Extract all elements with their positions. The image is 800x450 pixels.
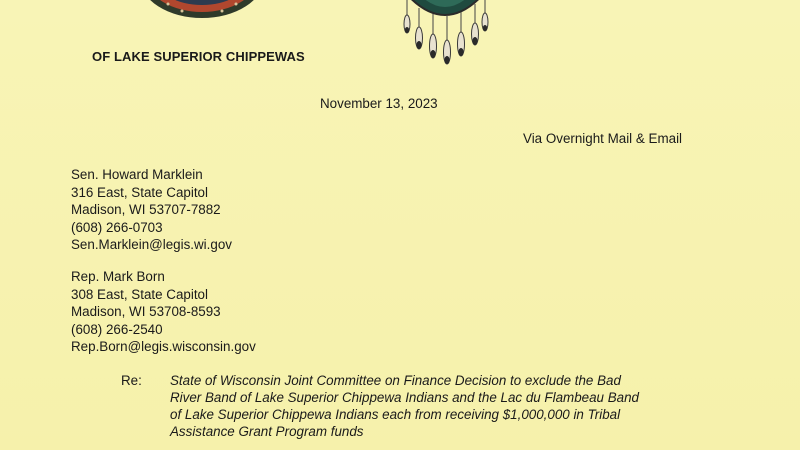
- recipient-address-block: [71, 268, 256, 356]
- recipient-email: Sen.Marklein@legis.wi.gov: [71, 237, 232, 252]
- recipient-office: 308 East, State Capitol: [71, 286, 208, 302]
- recipient-name: Rep. Mark Born: [71, 269, 165, 284]
- subject-text: [170, 372, 710, 440]
- dreamcatcher-feathers-icon: [395, 0, 495, 70]
- subject-line: Assistance Grant Program funds: [170, 424, 364, 439]
- recipient-email: Rep.Born@legis.wisconsin.gov: [71, 339, 256, 354]
- subject-line: of Lake Superior Chippewa Indians each from receiving $1,000,000 in Tribal: [170, 407, 621, 422]
- letter-date: November 13, 2023: [320, 96, 438, 111]
- organization-name: OF LAKE SUPERIOR CHIPPEWAS: [92, 49, 305, 64]
- subject-line: State of Wisconsin Joint Committee on Finance Decision to exclude the Bad: [170, 373, 621, 388]
- recipient-city: Madison, WI 53708-8593: [71, 304, 221, 319]
- delivery-method: Via Overnight Mail & Email: [523, 131, 683, 146]
- tribal-seal-icon: [138, 0, 266, 20]
- subject-label: Re:: [121, 373, 142, 388]
- recipient-city: Madison, WI 53707-7882: [71, 202, 221, 217]
- recipient-phone: (608) 266-2540: [71, 321, 163, 337]
- recipient-phone: (608) 266-0703: [71, 219, 163, 235]
- subject-line: River Band of Lake Superior Chippewa Indians and the Lac du Flambeau Band: [170, 390, 639, 405]
- recipient-address-block: [71, 166, 232, 254]
- recipient-office: 316 East, State Capitol: [71, 184, 208, 200]
- recipient-name: Sen. Howard Marklein: [71, 167, 203, 182]
